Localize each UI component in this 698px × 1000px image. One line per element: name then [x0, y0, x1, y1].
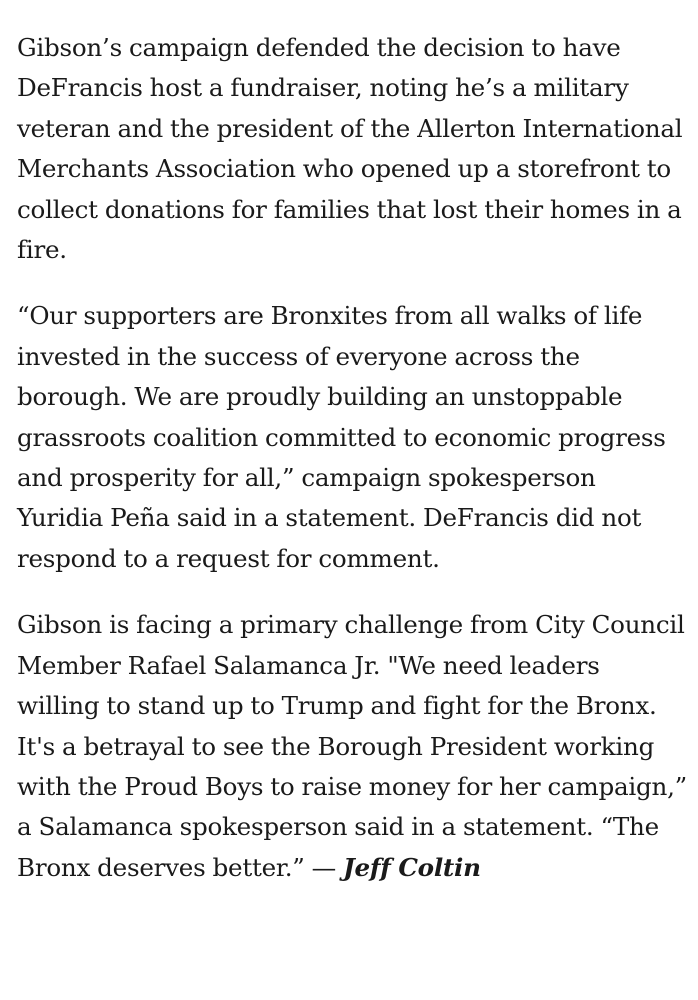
paragraph-primary-challenge-text: Gibson is facing a primary challenge from City Council Member Rafael Salamanca Jr. "We need leaders willing to stand up to Trump and fight for the Bronx. It's a betrayal to see the Borough President working with the Proud Boys to raise money for her campaign,” a Salamanca spokesperson said in a statement. “The Bronx deserves better.” — — [17, 610, 687, 882]
article-body — [17, 28, 687, 914]
byline: Jeff Coltin — [343, 852, 481, 882]
paragraph-primary-challenge — [17, 605, 687, 888]
paragraph-campaign-defense: Gibson’s campaign defended the decision to have DeFrancis host a fundraiser, noting he’s a military veteran and the president of the Allerton International Merchants Association who opened up a storefront to collect donations for families that lost their homes in a fire. — [17, 33, 683, 265]
paragraph-supporters-quote: “Our supporters are Bronxites from all walks of life invested in the success of everyone across the borough. We are proudly building an unstoppable grassroots coalition committed to economic progress and prosperity for all,” campaign spokesperson Yuridia Peña said in a statement. DeFrancis did not respond to a request for comment. — [17, 301, 666, 573]
